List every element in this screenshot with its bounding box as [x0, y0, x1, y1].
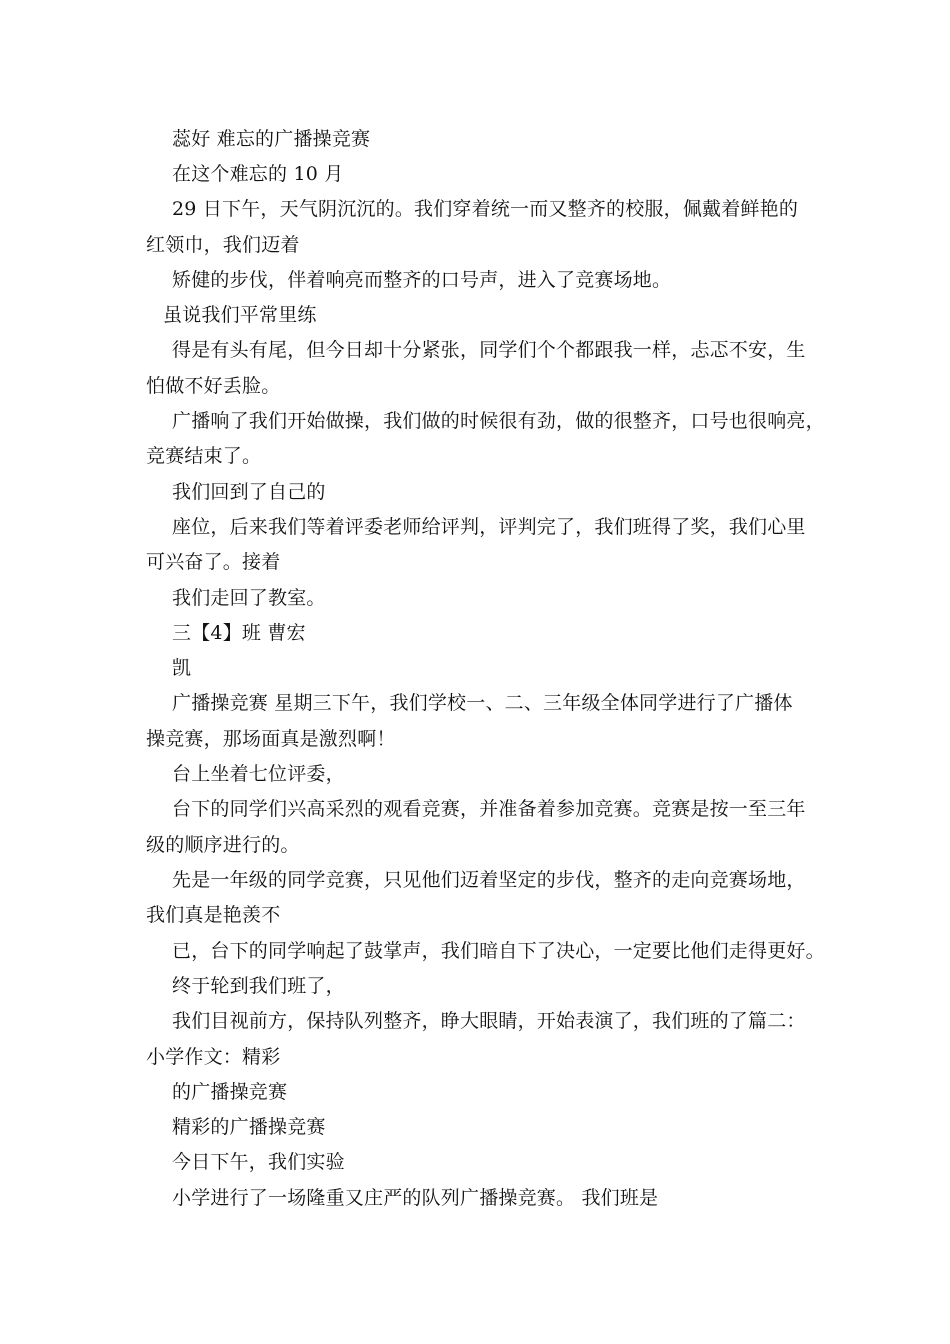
- text-line: 我们回到了自己的: [172, 481, 326, 503]
- text-line: 终于轮到我们班了，: [172, 975, 345, 997]
- text-line: 蕊好 难忘的广播操竞赛: [172, 128, 371, 150]
- text-line: 三【4】班 曹宏: [172, 622, 306, 644]
- text-line: 小学进行了一场隆重又庄严的队列广播操竞赛。 我们班是: [172, 1187, 659, 1209]
- text-line: 座位，后来我们等着评委老师给评判，评判完了，我们班得了奖，我们心里: [172, 516, 806, 538]
- text-line: 在这个难忘的 10 月: [172, 163, 344, 185]
- text-line: 红领巾，我们迈着: [146, 234, 300, 256]
- text-line: 广播响了我们开始做操，我们做的时候很有劲，做的很整齐，口号也很响亮，: [172, 410, 825, 432]
- text-line: 我们走回了教室。: [172, 587, 326, 609]
- text-line: 凯: [172, 657, 192, 679]
- text-line: 今日下午，我们实验: [172, 1151, 345, 1173]
- text-line: 矫健的步伐，伴着响亮而整齐的口号声，进入了竞赛场地。: [172, 269, 672, 291]
- text-line: 我们真是艳羡不: [146, 904, 281, 926]
- text-line: 台上坐着七位评委，: [172, 763, 345, 785]
- text-line: 竞赛结束了。: [146, 445, 262, 467]
- text-line: 我们目视前方，保持队列整齐，睁大眼睛，开始表演了，我们班的了篇二：: [172, 1010, 806, 1032]
- text-line: 的广播操竞赛: [172, 1081, 288, 1103]
- text-line: 精彩的广播操竞赛: [172, 1116, 326, 1138]
- text-line: 虽说我们平常里练: [163, 304, 317, 326]
- text-line: 已，台下的同学响起了鼓掌声，我们暗自下了决心，一定要比他们走得更好。: [172, 940, 825, 962]
- text-line: 台下的同学们兴高采烈的观看竞赛，并准备着参加竞赛。竞赛是按一至三年: [172, 798, 806, 820]
- text-line: 29 日下午，天气阴沉沉的。我们穿着统一而又整齐的校服，佩戴着鲜艳的: [172, 198, 799, 220]
- text-line: 级的顺序进行的。: [146, 834, 300, 856]
- text-line: 得是有头有尾，但今日却十分紧张，同学们个个都跟我一样，忐忑不安，生: [172, 339, 806, 361]
- text-line: 先是一年级的同学竞赛，只见他们迈着坚定的步伐，整齐的走向竞赛场地，: [172, 869, 806, 891]
- text-line: 小学作文：精彩: [146, 1046, 281, 1068]
- text-line: 操竞赛，那场面真是激烈啊！: [146, 728, 396, 750]
- text-line: 怕做不好丢脸。: [146, 375, 281, 397]
- text-line: 可兴奋了。接着: [146, 551, 281, 573]
- text-line: 广播操竞赛 星期三下午，我们学校一、二、三年级全体同学进行了广播体: [172, 692, 793, 714]
